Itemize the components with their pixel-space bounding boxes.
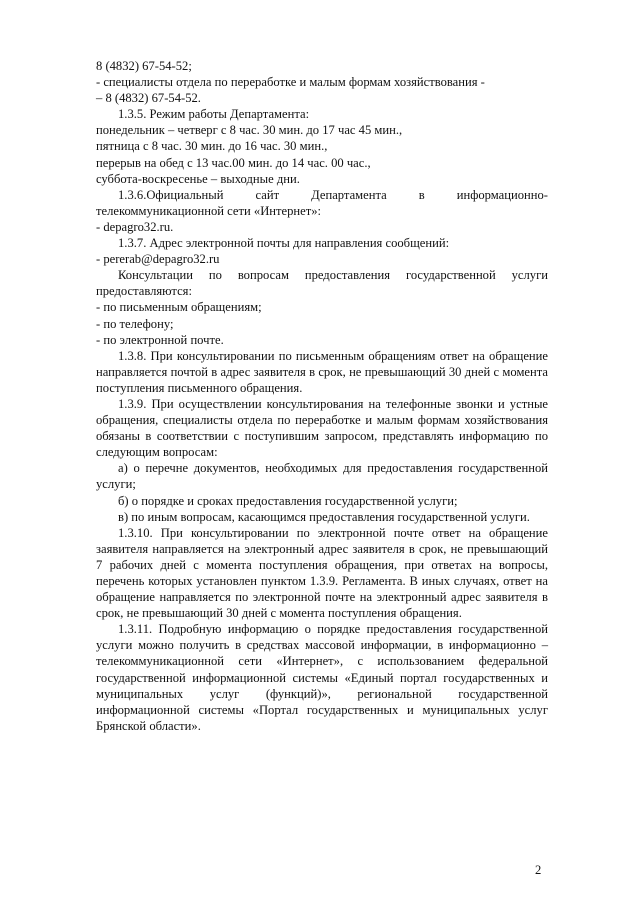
schedule-lunch-break: перерыв на обед с 13 час.00 мин. до 14 час. 00 час., xyxy=(96,155,371,170)
section-1-3-9: 1.3.9. При осуществлении консультирования на телефонные звонки и устные обращения, специалисты отдела по переработке и малым формам хозяйствования обязаны в соответствии с поступившим запросом, представлять информацию по следующим вопросам: xyxy=(96,396,548,460)
section-1-3-8: 1.3.8. При консультировании по письменным обращениям ответ на обращение направляется почтой в адрес заявителя в срок, не превышающий 30 дней с момента поступления письменного обращения. xyxy=(96,348,548,395)
section-1-3-5-heading: 1.3.5. Режим работы Департамента: xyxy=(118,107,310,122)
email-address: - pererab@depagro32.ru xyxy=(96,252,220,267)
item-b: б) о порядке и сроках предоставления государственной услуги; xyxy=(118,493,458,508)
specialists-line: - специалисты отдела по переработке и малым формам хозяйствования - xyxy=(96,75,485,90)
schedule-mon-thu: понедельник – четверг с 8 час. 30 мин. до 17 час 45 мин., xyxy=(96,123,403,138)
page-number: 2 xyxy=(535,863,542,877)
consultation-email: - по электронной почте. xyxy=(96,332,224,347)
section-1-3-7-email: 1.3.7. Адрес электронной почты для направления сообщений: xyxy=(118,236,450,251)
website-address: - depagro32.ru. xyxy=(96,219,174,234)
item-c: в) по иным вопросам, касающимся предоставления государственной услуги. xyxy=(118,509,530,524)
section-1-3-11: 1.3.11. Подробную информацию о порядке предоставления государственной услуги можно получить в средствах массовой информации, в информационно – телекоммуникационной сети «Интернет», с использованием федеральной государственной информационной системы «Единый портал государственных и муниципальных услуг (функций)», региональной государственной информационной системы «Портал государственных и муниципальных услуг Брянской области». xyxy=(96,622,548,733)
section-1-3-10: 1.3.10. При консультировании по электронной почте ответ на обращение заявителя направляется на электронный адрес заявителя в срок, не превышающий 7 рабочих дней с момента поступления обращения, при ответах на вопросы, перечень которых установлен пунктом 1.3.9. Регламента. В иных случаях, ответ на обращение направляется по электронной почте на электронный адрес заявителя в срок, не превышающий 30 дней с момента поступления обращения. xyxy=(96,525,548,621)
consultation-phone: - по телефону; xyxy=(96,316,174,331)
consultation-written: - по письменным обращениям; xyxy=(96,300,262,315)
schedule-friday: пятница с 8 час. 30 мин. до 16 час. 30 мин., xyxy=(96,139,328,154)
item-a: а) о перечне документов, необходимых для предоставления государственной услуги; xyxy=(96,461,548,492)
document-body xyxy=(96,58,548,734)
phone-line-1: 8 (4832) 67-54-52; xyxy=(96,59,192,73)
section-1-3-6-website: 1.3.6.Официальный сайт Департамента в информационно-телекоммуникационной сети «Интернет»: xyxy=(96,187,548,218)
consultations-intro: Консультации по вопросам предоставления государственной услуги предоставляются: xyxy=(96,268,548,299)
schedule-weekend: суббота-воскресенье – выходные дни. xyxy=(96,171,300,186)
phone-line-2: – 8 (4832) 67-54-52. xyxy=(96,91,201,106)
